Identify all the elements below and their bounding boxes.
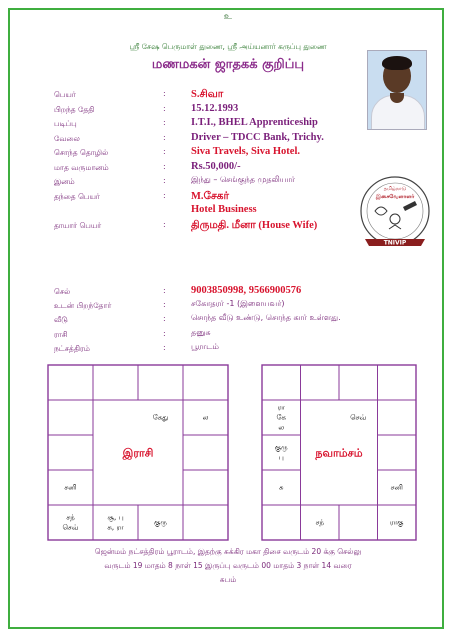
horoscope-charts: [10, 10, 446, 631]
detail-value: Driver – TDCC Bank, Trichy.: [191, 131, 324, 143]
chart-cell-text: கேது: [152, 413, 169, 422]
detail-label: படிப்பு: [54, 119, 77, 128]
detail-colon: :: [163, 103, 166, 113]
detail-colon: :: [163, 147, 166, 156]
detail-value: 15.12.1993: [191, 102, 239, 114]
detail-value: M.சேகர்: [191, 190, 230, 202]
detail-label: தந்தை பெயர்: [54, 191, 100, 201]
detail-label: நட்சத்திரம்: [54, 343, 90, 353]
detail-label: பிறந்த தேதி: [54, 104, 95, 114]
detail-colon: :: [163, 219, 166, 229]
detail-label: மாத வருமானம்: [54, 162, 109, 172]
chart-cell-text: சந்: [66, 513, 75, 522]
chart-cell-text: பு: [278, 453, 284, 462]
detail-label: ராசி: [54, 329, 68, 339]
chart-cell-text: குரு: [154, 518, 167, 527]
detail-label: உடன் பிறந்தோர்: [54, 301, 112, 311]
detail-value: பூராடம்: [191, 341, 219, 351]
detail-colon: :: [163, 132, 166, 142]
detail-colon: :: [163, 190, 166, 200]
blessing-line: ஸ்ரீ சேஷ பெருமாள் துணை, ஸ்ரீ அய்யனார் கருப்பு துணை: [129, 42, 327, 51]
detail-colon: :: [163, 176, 166, 185]
chart-title: இராசி: [122, 446, 154, 460]
chart-cell-text: ரா: [277, 403, 285, 412]
page-title: மணமகன் ஜாதகக் குறிப்பு: [151, 57, 305, 72]
chart-title: நவாம்சம்: [315, 446, 363, 460]
chart-cell-text: கே: [276, 413, 286, 422]
detail-label: செல்: [54, 287, 71, 296]
detail-colon: :: [163, 314, 166, 324]
detail-colon: :: [163, 118, 166, 127]
detail-label: தாயார் பெயர்: [54, 220, 102, 230]
detail-label: வேலை: [54, 133, 80, 143]
seal-banner-text: TNIVIP: [383, 239, 407, 247]
detail-value: Hotel Business: [191, 204, 257, 215]
dasa-line-2: வருடம் 19 மாதம் 8 நாள் 15 இருப்பு வருடம் 00 மாதம் 3 நாள் 14 வரை: [104, 561, 352, 570]
chart-cell-text: ல: [202, 413, 209, 422]
detail-value: S.சிவா: [191, 89, 224, 100]
chart-cell-text: சனி: [64, 483, 77, 492]
detail-label: வீடு: [54, 315, 68, 325]
rasi-chart: [48, 365, 228, 540]
detail-value: சகோதரர் -1 (இளையவர்): [191, 299, 285, 309]
detail-colon: :: [163, 300, 166, 310]
dasa-line-1: ஜென்மம் நட்சத்திரம் பூராடம், இதற்கு சுக்கிர மகா திசை வருடம் 20 க்கு செல்லு: [94, 547, 362, 556]
detail-value: I.T.I., BHEL Apprenticeship: [191, 117, 318, 128]
detail-value: தனுசு: [191, 327, 211, 337]
detail-value: Siva Travels, Siva Hotel.: [191, 146, 300, 157]
detail-colon: :: [163, 328, 166, 338]
detail-value: 9003850998, 9566900576: [191, 285, 302, 296]
chart-cell-text: குரு: [274, 443, 288, 452]
detail-label: பெயர்: [54, 90, 76, 99]
chart-cell-text: ராகு: [390, 518, 404, 527]
chart-cell-text: சூ, பு: [107, 513, 124, 522]
detail-colon: :: [163, 342, 166, 352]
chart-cell-text: சு: [278, 483, 284, 492]
chart-cell-text: சனி: [390, 483, 403, 492]
seal-mid-text: இசைவேளாளர்: [375, 194, 415, 200]
detail-label: இனம்: [54, 177, 75, 186]
detail-colon: :: [163, 161, 166, 171]
detail-value: திருமதி. மீனா (House Wife): [191, 219, 318, 231]
detail-colon: :: [163, 89, 166, 98]
chart-cell-text: செவ்: [350, 413, 367, 422]
subham-text: சுபம்: [219, 575, 237, 584]
navamsa-chart: [262, 365, 416, 540]
pillaiyar-suzhi-symbol: உ: [223, 12, 233, 22]
chart-cell-text: சந்: [315, 518, 324, 527]
detail-value: சொந்த வீடு உண்டு, சொந்த கார் உள்ளது.: [191, 313, 341, 323]
seal-top-text: தமிழ்நாடு: [383, 186, 407, 192]
detail-value: இந்து – செங்குந்த முதலியார்: [191, 175, 296, 184]
detail-label: சொந்த தொழில்: [54, 148, 109, 157]
detail-value: Rs.50,000/-: [191, 160, 241, 172]
chart-cell-text: செவ்: [62, 523, 79, 532]
horoscope-sheet: [8, 8, 444, 629]
detail-colon: :: [163, 286, 166, 295]
chart-cell-text: சு, ரா: [107, 523, 124, 532]
chart-cell-text: ல: [278, 423, 285, 432]
